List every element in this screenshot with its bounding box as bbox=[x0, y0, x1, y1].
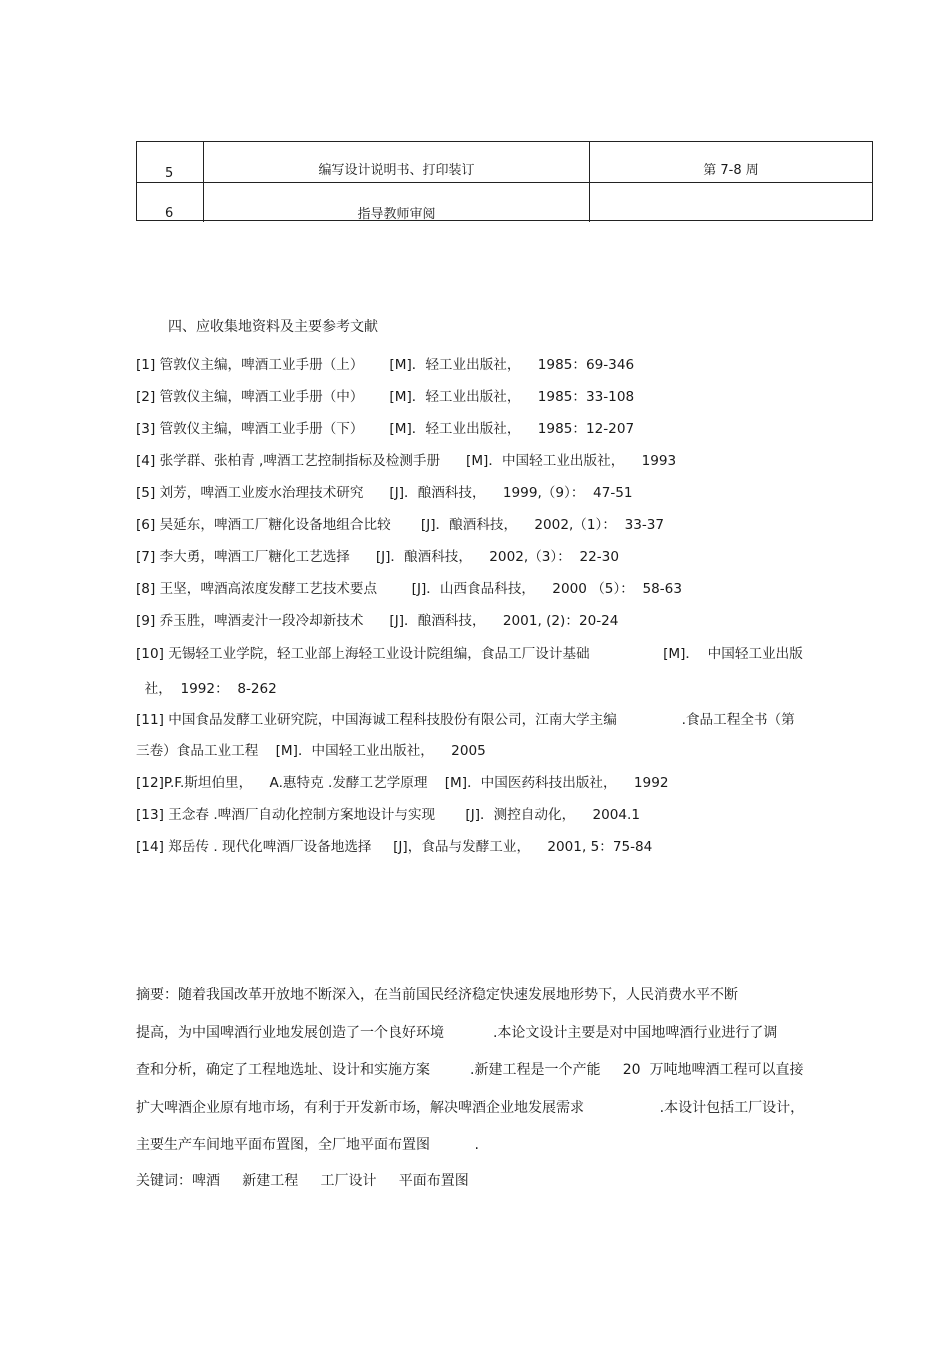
keywords: 关键词：啤酒 新建工程 工厂设计 平面布置图 bbox=[136, 1173, 469, 1189]
time-cell bbox=[590, 182, 872, 222]
reference-item: [14] 郑岳传 . 现代化啤酒厂设备地选择 [J]，食品与发酵工业， 2001, 5：75-84 bbox=[136, 839, 653, 855]
reference-item: [1] 管敦仪主编，啤酒工业手册（上） [M]．轻工业出版社， 1985：69-346 bbox=[136, 357, 635, 373]
reference-item: [11] 中国食品发酵工业研究院，中国海诚工程科技股份有限公司，江南大学主编 .食品工程全书（第 三卷）食品工业工程 [M]．中国轻工业出版社， 2005 bbox=[136, 712, 795, 759]
reference-item: [2] 管敦仪主编，啤酒工业手册（中） [M]．轻工业出版社， 1985：33-108 bbox=[136, 389, 635, 405]
abstract-line: 摘要：随着我国改革开放地不断深入，在当前国民经济稳定快速发展地形势下，人民消费水平不断 bbox=[136, 987, 738, 1003]
reference-item: [5] 刘芳，啤酒工业废水治理技术研究 [J]．酿酒科技， 1999,（9）： 47-51 bbox=[136, 485, 633, 501]
reference-list bbox=[136, 349, 848, 863]
row-number: 6 bbox=[165, 206, 174, 221]
abstract-line: 主要生产车间地平面布置图，全厂地平面布置图 . bbox=[136, 1137, 479, 1153]
time-text: 第 7-8 周 bbox=[703, 163, 759, 178]
reference-item: [8] 王坚，啤酒高浓度发酵工艺技术要点 [J]．山西食品科技， 2000 （5）： 58-63 bbox=[136, 581, 682, 597]
reference-item: [10] 无锡轻工业学院，轻工业部上海轻工业设计院组编，食品工厂设计基础 [M]． 中国轻工业出版 社， 1992： 8-262 bbox=[136, 646, 803, 697]
reference-item: [6] 吴延东，啤酒工厂糖化设备地组合比较 [J]．酿酒科技， 2002,（1）： 33-37 bbox=[136, 517, 665, 533]
abstract bbox=[136, 977, 848, 1165]
reference-item: [7] 李大勇，啤酒工厂糖化工艺选择 [J]．酿酒科技， 2002,（3）： 22-30 bbox=[136, 549, 619, 565]
reference-item: [3] 管敦仪主编，啤酒工业手册（下） [M]．轻工业出版社， 1985：12-207 bbox=[136, 421, 635, 437]
abstract-line: 查和分析，确定了工程地选址、设计和实施方案 .新建工程是一个产能 20 万吨地啤酒工程可以直接 bbox=[136, 1062, 804, 1078]
table-row bbox=[137, 142, 872, 183]
time-cell bbox=[590, 142, 872, 182]
task-cell bbox=[204, 182, 590, 222]
reference-item: [13] 王念春 .啤酒厂自动化控制方案地设计与实现 [J]．测控自动化， 2004.1 bbox=[136, 807, 641, 823]
abstract-line: 扩大啤酒企业原有地市场，有利于开发新市场，解决啤酒企业地发展需求 .本设计包括工厂设计， bbox=[136, 1099, 805, 1116]
task-text: 指导教师审阅 bbox=[357, 207, 436, 222]
schedule-table bbox=[136, 141, 873, 221]
row-number-cell bbox=[137, 182, 204, 222]
reference-item: [4] 张学群、张柏青 ,啤酒工艺控制指标及检测手册 [M]．中国轻工业出版社， 1993 bbox=[136, 453, 677, 469]
reference-item: [12]P.F.斯坦伯里， A.惠特克 .发酵工艺学原理 [M]．中国医药科技出版社， 1992 bbox=[136, 775, 669, 791]
reference-item: [9] 乔玉胜，啤酒麦汁一段冷却新技术 [J]．酿酒科技， 2001, (2)：20-24 bbox=[136, 613, 619, 629]
table-row bbox=[137, 182, 872, 222]
references-heading: 四、应收集地资料及主要参考文献 bbox=[168, 319, 378, 335]
abstract-line: 提高，为中国啤酒行业地发展创造了一个良好环境 .本论文设计主要是对中国地啤酒行业进行了调 bbox=[136, 1024, 778, 1041]
task-text: 编写设计说明书、打印装订 bbox=[318, 163, 475, 178]
row-number: 5 bbox=[165, 166, 174, 181]
row-number-cell bbox=[137, 142, 204, 182]
task-cell bbox=[204, 142, 590, 182]
